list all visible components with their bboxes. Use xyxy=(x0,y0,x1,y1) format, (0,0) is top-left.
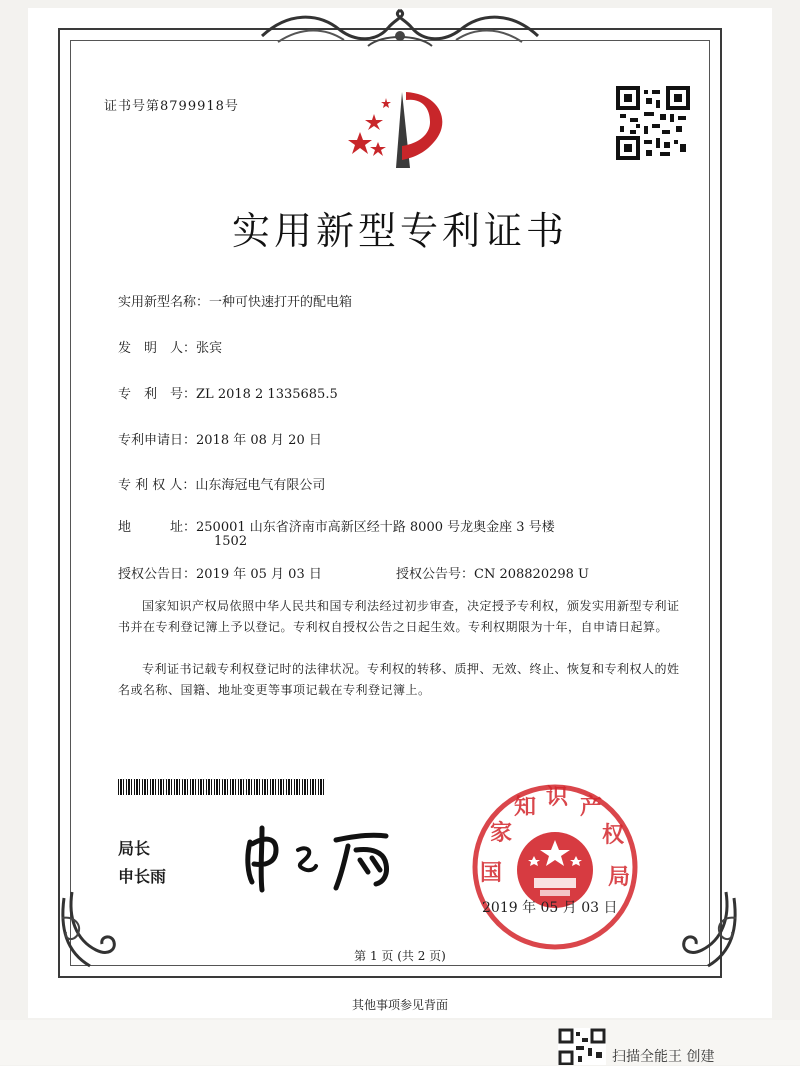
field-label: 授权公告日： xyxy=(118,567,197,582)
field-label: 实用新型名称： xyxy=(118,295,210,310)
field-patent-number xyxy=(118,383,338,402)
svg-text:国: 国 xyxy=(480,860,503,886)
svg-text:权: 权 xyxy=(602,822,625,848)
field-announcement-number xyxy=(396,563,589,582)
field-utility-model-name xyxy=(118,291,352,310)
qr-code-icon xyxy=(558,1028,606,1065)
field-value: ZL 2018 2 1335685.5 xyxy=(196,387,338,402)
director-signature xyxy=(236,820,400,894)
grant-statement: 国家知识产权局依照中华人民共和国专利法经过初步审查，决定授予专利权，颁发实用新型专利证书并在专利登记簿上予以登记。专利权自授权公告之日起生效。专利权期限为十年，自申请日起算。 xyxy=(118,599,680,634)
field-label: 专 利 号： xyxy=(118,387,197,402)
field-value: 2019 年 05 月 03 日 xyxy=(196,567,322,582)
field-value: 张宾 xyxy=(196,341,223,356)
svg-text:家: 家 xyxy=(490,820,513,846)
field-label: 发 明 人： xyxy=(118,341,197,356)
svg-text:识: 识 xyxy=(546,784,569,810)
field-application-date xyxy=(118,429,322,448)
certificate-title: 实用新型专利证书 xyxy=(231,209,568,253)
legal-status-note: 专利证书记载专利权登记时的法律状况。专利权的转移、质押、无效、终止、恢复和专利权人的姓名或名称、国籍、地址变更等事项记载在专利登记簿上。 xyxy=(118,662,680,697)
field-label: 授权公告号： xyxy=(396,567,475,582)
patent-logo-icon xyxy=(340,88,460,172)
director-name: 申长雨 xyxy=(118,867,167,886)
certificate-number: 证书号第8799918号 xyxy=(104,99,239,114)
field-announcement-date xyxy=(118,563,322,582)
scanner-watermark: 扫描全能王 创建 xyxy=(612,1049,715,1065)
svg-text:局: 局 xyxy=(608,864,631,890)
seal-emblem-icon xyxy=(470,782,640,952)
back-note: 其他事项参见背面 xyxy=(351,998,448,1012)
svg-text:产: 产 xyxy=(580,794,603,820)
field-value: CN 208820298 U xyxy=(474,567,589,582)
director-title: 局长 xyxy=(118,839,151,858)
field-address xyxy=(118,516,555,535)
field-label: 专 利 权 人： xyxy=(118,478,196,493)
field-address-line2: 1502 xyxy=(214,534,248,549)
field-value: 一种可快速打开的配电箱 xyxy=(209,295,353,310)
qr-code-icon xyxy=(616,86,690,160)
ornament-scroll-icon xyxy=(258,6,542,54)
page-indicator: 第 1 页 (共 2 页) xyxy=(354,949,446,963)
barcode xyxy=(118,779,326,795)
field-label: 专利申请日： xyxy=(118,433,197,448)
field-value: 2018 年 08 月 20 日 xyxy=(196,433,322,448)
field-label: 地 址： xyxy=(118,520,197,535)
svg-text:知: 知 xyxy=(514,794,537,820)
field-inventor xyxy=(118,337,222,356)
field-value: 山东海冠电气有限公司 xyxy=(195,478,326,493)
seal-date: 2019 年 05 月 03 日 xyxy=(482,900,618,916)
field-value: 250001 山东省济南市高新区经十路 8000 号龙奥金座 3 号楼 xyxy=(196,520,555,535)
field-patentee xyxy=(118,474,325,493)
